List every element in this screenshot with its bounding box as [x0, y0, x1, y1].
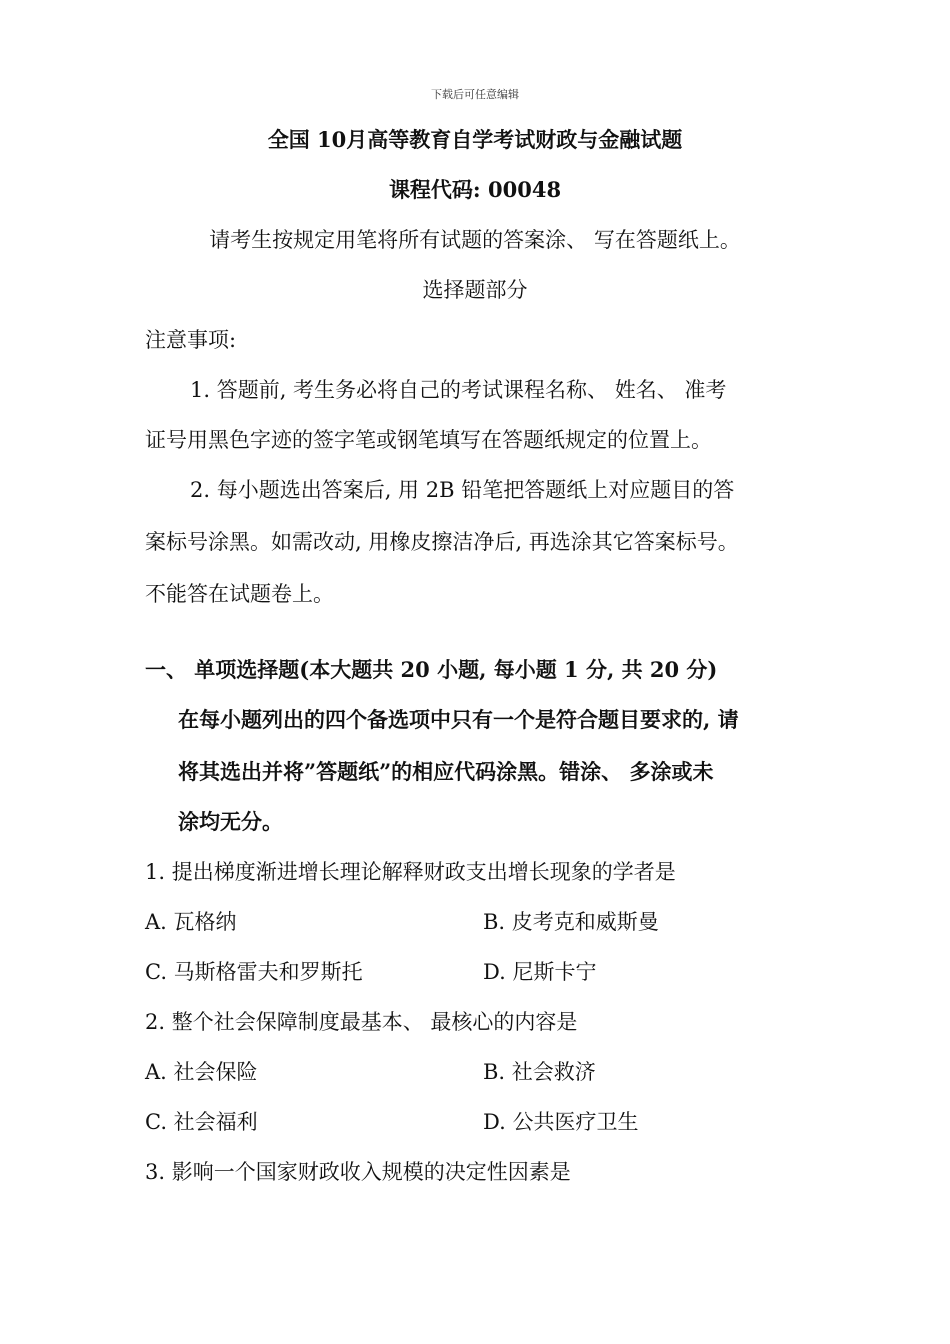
- question-1-stem: 1. 提出梯度渐进增长理论解释财政支出增长现象的学者是: [145, 860, 676, 884]
- section-1-desc-line-2: 将其选出并将”答题纸”的相应代码涂黑。错涂、 多涂或未: [178, 759, 714, 784]
- question-2-option-b: B. 社会救济: [483, 1060, 596, 1084]
- note-item-1-line-1: 1. 答题前, 考生务必将自己的考试课程名称、 姓名、 准考: [190, 378, 727, 402]
- notes-heading: 注意事项:: [145, 328, 237, 352]
- note-item-2-line-3: 不能答在试题卷上。: [145, 582, 334, 606]
- course-code: 课程代码: 00048: [388, 177, 562, 202]
- part-title: 选择题部分: [422, 278, 528, 302]
- question-1-option-a: A. 瓦格纳: [145, 910, 237, 934]
- note-item-1-line-2: 证号用黑色字迹的签字笔或钢笔填写在答题纸规定的位置上。: [145, 428, 712, 452]
- section-1-desc-line-3: 涂均无分。: [178, 809, 283, 834]
- question-1-option-b: B. 皮考克和威斯曼: [483, 910, 659, 934]
- note-item-2-line-2: 案标号涂黑。如需改动, 用橡皮擦洁净后, 再选涂其它答案标号。: [145, 530, 739, 554]
- header-note: 下载后可任意编辑: [431, 88, 519, 101]
- question-3-stem: 3. 影响一个国家财政收入规模的决定性因素是: [145, 1160, 571, 1184]
- question-2-option-d: D. 公共医疗卫生: [483, 1110, 639, 1134]
- section-1-heading: 一、 单项选择题(本大题共 20 小题, 每小题 1 分, 共 20 分): [145, 657, 718, 682]
- question-2-option-a: A. 社会保险: [145, 1060, 258, 1084]
- instruction-line: 请考生按规定用笔将所有试题的答案涂、 写在答题纸上。: [209, 228, 741, 252]
- exam-title: 全国 10月高等教育自学考试财政与金融试题: [267, 127, 683, 152]
- question-1-option-c: C. 马斯格雷夫和罗斯托: [145, 960, 363, 984]
- question-2-option-c: C. 社会福利: [145, 1110, 258, 1134]
- note-item-2-line-1: 2. 每小题选出答案后, 用 2B 铅笔把答题纸上对应题目的答: [190, 478, 735, 502]
- section-1-desc-line-1: 在每小题列出的四个备选项中只有一个是符合题目要求的, 请: [178, 707, 739, 732]
- question-2-stem: 2. 整个社会保障制度最基本、 最核心的内容是: [145, 1010, 578, 1034]
- question-1-option-d: D. 尼斯卡宁: [483, 960, 597, 984]
